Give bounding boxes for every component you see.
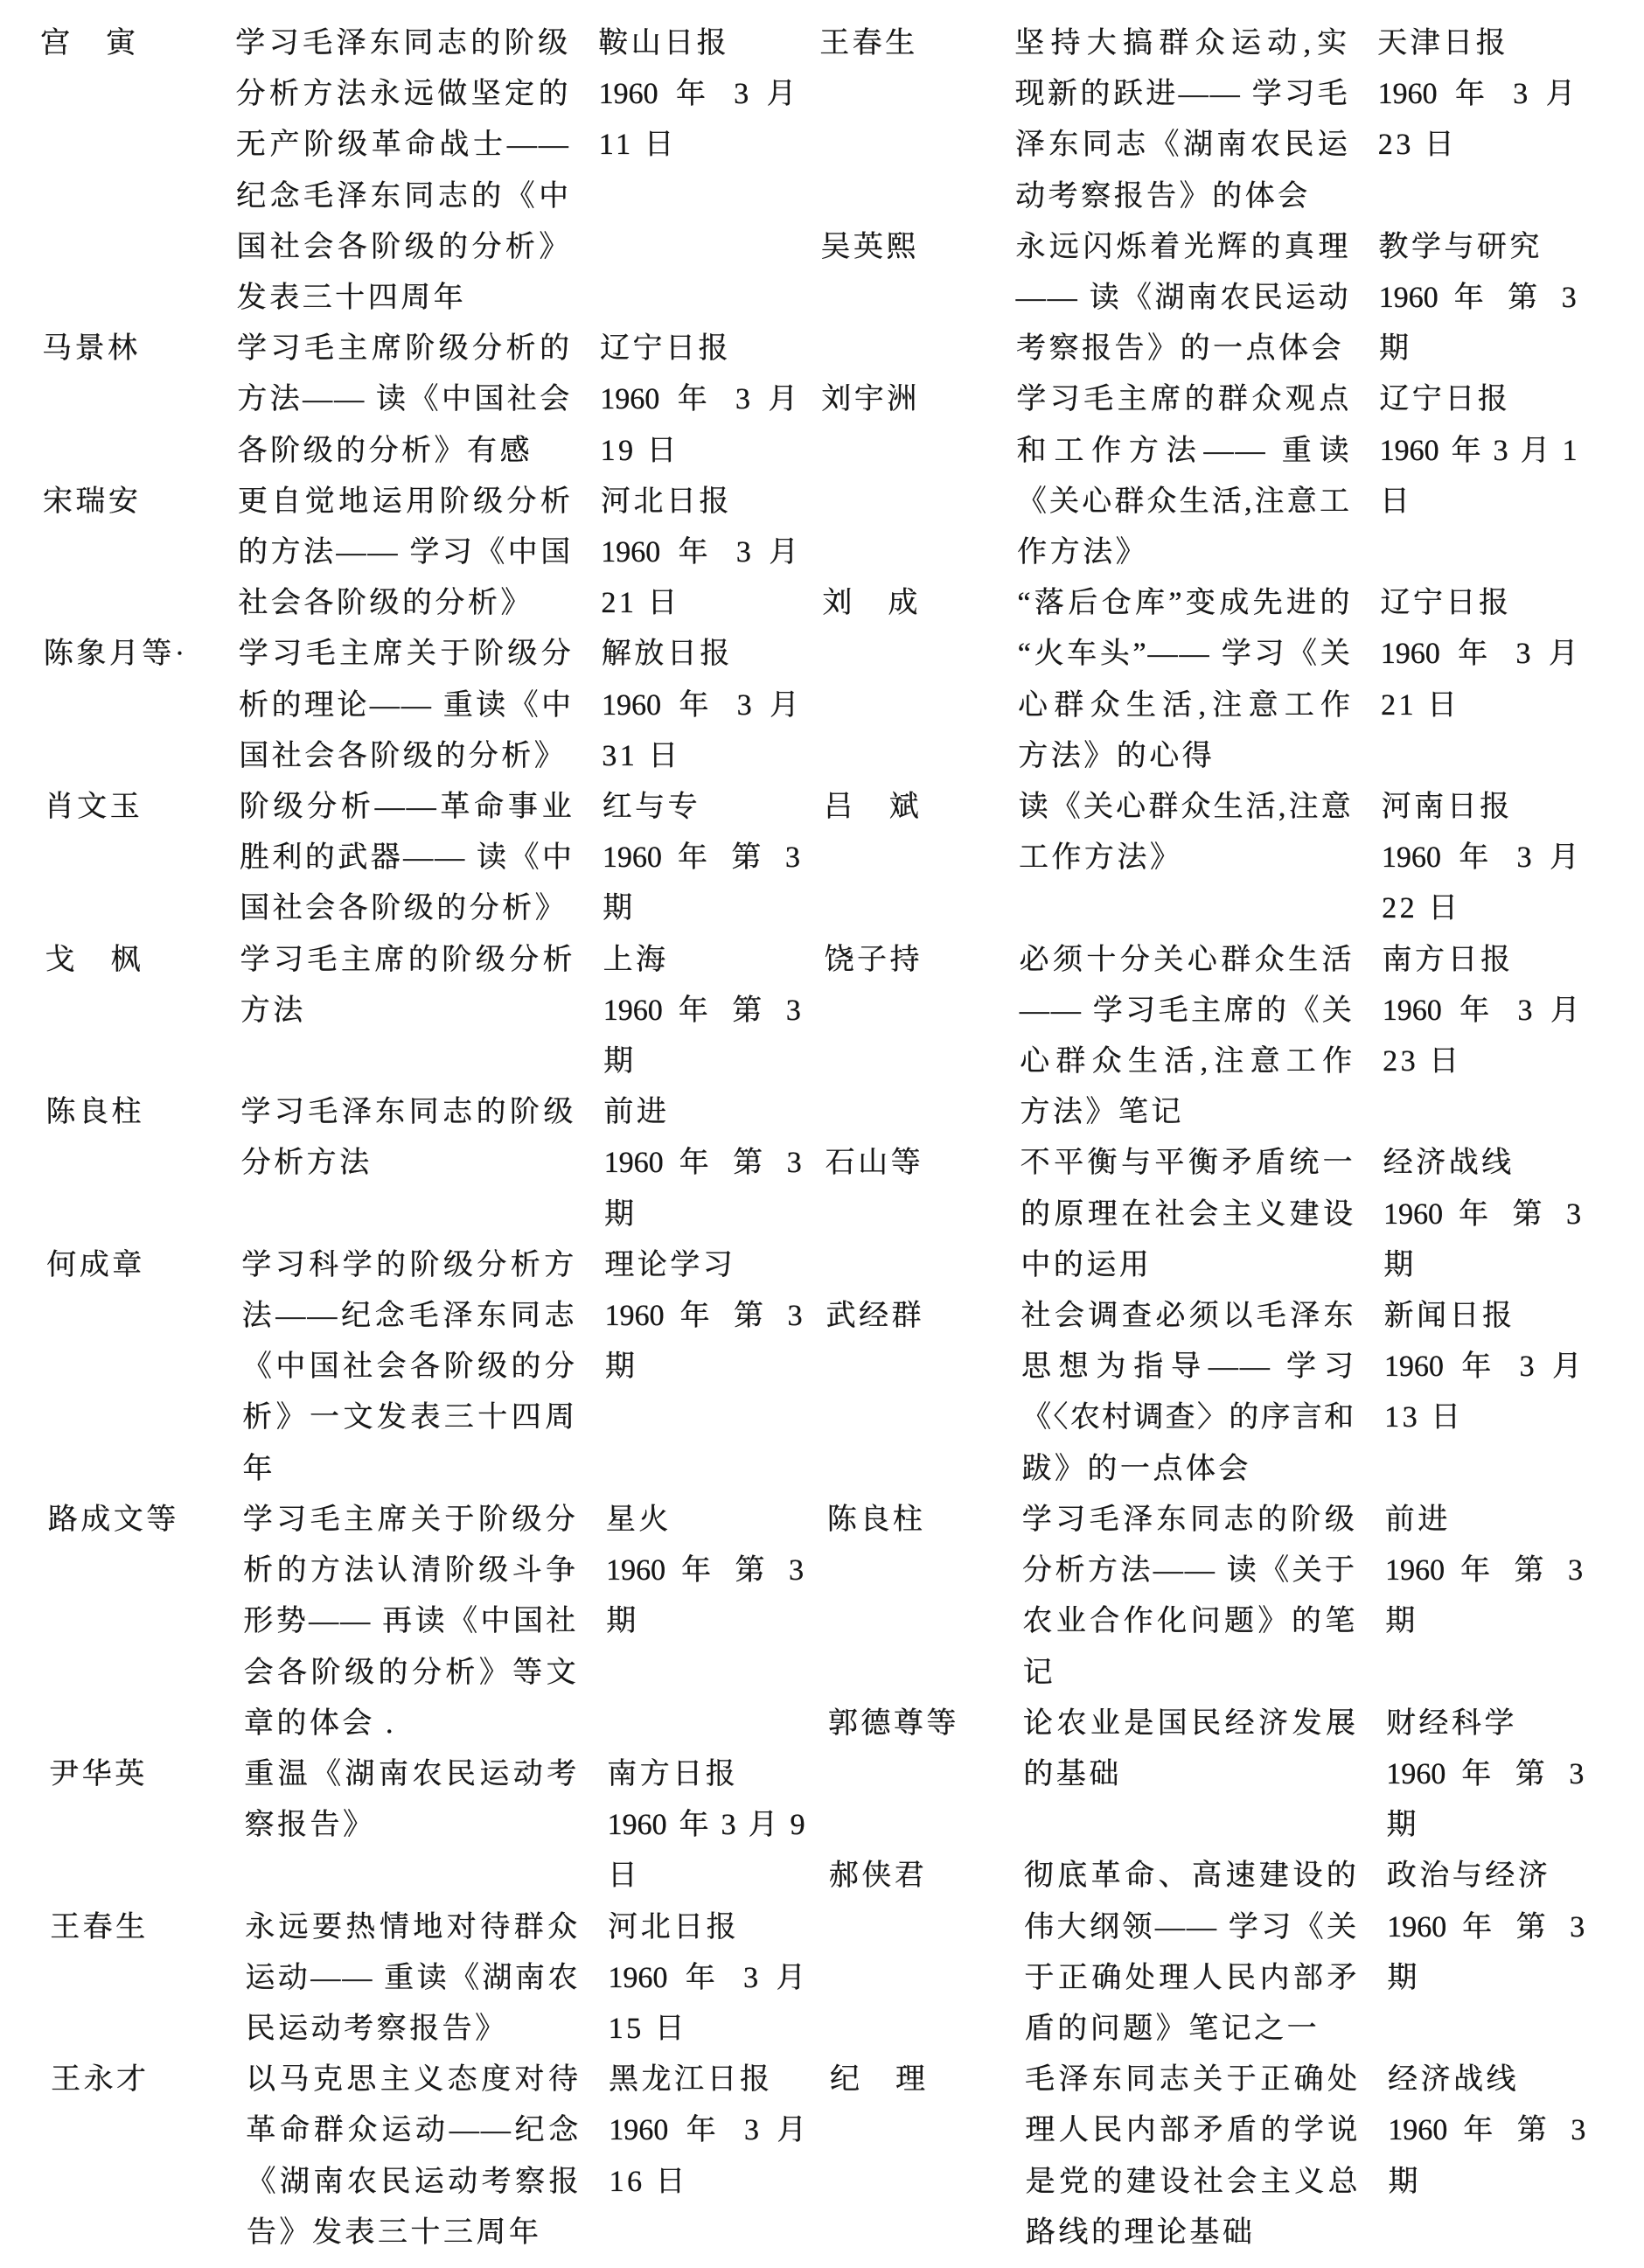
title-line: 农业合作化问题》的笔 — [1022, 1605, 1357, 1638]
author-name: 宋瑞安 — [42, 485, 142, 518]
publication-name: 黑龙江日报 — [608, 2063, 773, 2097]
title-line: 永远要热情地对待群众 — [245, 1910, 580, 1944]
title-line: 现新的跃进—— 学习毛 — [1014, 78, 1349, 111]
publication-source — [1377, 18, 1576, 171]
bibliography-entry — [820, 222, 1577, 375]
title-line: 方法 — [240, 994, 306, 1027]
publication-date-line: 1960 年 3 月 — [1380, 638, 1578, 671]
author-name: 王永才 — [50, 2063, 150, 2097]
title-line: 《〈农村调查〉的序言和 — [1021, 1401, 1356, 1434]
publication-date-line: 期 — [1383, 1248, 1417, 1281]
article-title — [246, 2055, 581, 2258]
title-line: 学习毛主席的群众观点 — [1016, 383, 1351, 416]
publication-date-line: 21 日 — [1380, 688, 1460, 722]
publication-source — [1382, 782, 1580, 935]
publication-date-line: 1960 年 3 月 — [598, 78, 797, 111]
title-line: 学习毛泽东同志的阶级 — [235, 27, 570, 59]
publication-date-line: 1960 年 3 月 — [1383, 1350, 1583, 1384]
publication-name: 辽宁日报 — [1380, 587, 1512, 620]
title-line: 运动—— 重读《湖南农 — [245, 1961, 580, 1994]
publication-date-line: 期 — [1388, 2165, 1422, 2198]
title-line: 方法》的心得 — [1018, 739, 1216, 772]
publication-date-line: 23 日 — [1383, 1045, 1462, 1078]
article-title — [1016, 374, 1351, 578]
article-title — [1022, 1495, 1357, 1699]
title-line: 坚持大搞群众运动,实 — [1014, 27, 1349, 59]
title-line: 论农业是国民经济发展 — [1022, 1706, 1358, 1740]
title-line: 路线的理论基础 — [1025, 2216, 1256, 2249]
publication-date-line: 1960年3月9 — [607, 1809, 805, 1842]
publication-name: 红与专 — [602, 791, 701, 824]
publication-date-line: 1960年3月1 — [1379, 434, 1578, 467]
title-line: 析》一文发表三十四周 — [242, 1401, 577, 1434]
title-line: 作方法》 — [1017, 536, 1149, 569]
bibliography-entry — [42, 324, 798, 477]
title-line: 革命群众运动——纪念 — [246, 2114, 581, 2147]
author-name: 陈象月等· — [43, 638, 188, 671]
publication-date-line: 22 日 — [1382, 892, 1461, 925]
publication-source — [1382, 935, 1580, 1088]
title-line: 不平衡与平衡矛盾统一 — [1020, 1147, 1355, 1180]
title-line: 泽东同志《湖南农民运 — [1014, 129, 1349, 162]
bibliography-entry — [45, 782, 801, 935]
publication-date-line: 1960 年 第 3 — [1386, 1757, 1585, 1790]
article-title — [237, 324, 572, 477]
publication-name: 教学与研究 — [1378, 230, 1543, 263]
title-line: 的方法—— 学习《中国 — [238, 536, 573, 569]
publication-source — [609, 2055, 807, 2208]
title-line: 社会调查必须以毛泽东 — [1021, 1300, 1355, 1333]
publication-date-line: 日 — [1379, 485, 1413, 518]
publication-name: 南方日报 — [1382, 943, 1514, 976]
title-line: “落后仓库”变成先进的 — [1017, 587, 1352, 620]
publication-name: 新闻日报 — [1383, 1300, 1515, 1333]
title-line: —— 读《湖南农民运动 — [1015, 282, 1350, 315]
title-line: 胜利的武器—— 读《中 — [239, 841, 575, 875]
article-title — [1021, 1138, 1355, 1291]
publication-date-line: 1960 年 3 月 — [1382, 994, 1580, 1027]
publication-date-line: 19 日 — [600, 434, 680, 467]
bibliography-entry — [48, 1495, 805, 1749]
publication-name: 经济战线 — [1383, 1147, 1515, 1180]
publication-name: 鞍山日报 — [598, 27, 730, 59]
author-name: 陈良柱 — [45, 1096, 145, 1129]
article-title — [1025, 2055, 1360, 2258]
title-line: 学习毛主席关于阶级分 — [238, 638, 573, 671]
publication-name: 辽宁日报 — [599, 332, 732, 366]
publication-name: 星火 — [605, 1503, 672, 1536]
author-name: 武经群 — [825, 1300, 925, 1333]
publication-name: 河北日报 — [600, 485, 732, 518]
author-name: 纪 理 — [829, 2063, 929, 2097]
publication-source — [601, 477, 799, 630]
publication-date-line: 1960 年 3 月 — [1381, 841, 1580, 875]
left-column — [40, 18, 807, 2258]
bibliography-entry — [40, 18, 798, 324]
title-line: 工作方法》 — [1018, 841, 1183, 875]
publication-date-line: 1960 年 第 3 — [1378, 282, 1577, 315]
bibliography-entry — [825, 1291, 1582, 1495]
publication-source — [603, 782, 801, 935]
title-line: —— 学习毛主席的《关 — [1019, 994, 1354, 1027]
publication-date-line: 1960 年 第 3 — [603, 1147, 802, 1180]
article-title — [1024, 1851, 1359, 2055]
article-title — [1017, 578, 1352, 782]
article-title — [238, 477, 573, 630]
author-name: 马景林 — [41, 332, 141, 366]
bibliography-entry — [825, 1138, 1582, 1291]
publication-source — [600, 324, 798, 477]
title-line: 分析方法—— 读《关于 — [1021, 1554, 1357, 1588]
publication-source — [602, 629, 800, 782]
article-title — [240, 1087, 575, 1189]
title-line: 告》发表三十三周年 — [246, 2216, 542, 2249]
title-line: 记 — [1022, 1656, 1056, 1689]
bibliography-entry — [50, 1902, 806, 2055]
publication-date-line: 31 日 — [602, 739, 681, 772]
author-name: 肖文玉 — [44, 791, 143, 824]
article-title — [239, 629, 574, 782]
bibliography-entry — [824, 782, 1580, 935]
publication-name: 河北日报 — [608, 1910, 740, 1944]
title-line: 纪念毛泽东同志的《中 — [236, 179, 571, 213]
publication-source — [1383, 1291, 1582, 1444]
title-line: 读《关心群众生活,注意 — [1018, 791, 1353, 824]
publication-name: 财经科学 — [1385, 1706, 1518, 1740]
bibliography-entry — [830, 2055, 1586, 2258]
article-title — [1015, 222, 1350, 375]
publication-source — [1383, 1138, 1582, 1291]
publication-date-line: 日 — [607, 1860, 641, 1893]
publication-name: 前进 — [603, 1096, 670, 1129]
article-title — [240, 935, 575, 1036]
author-name: 吴英熙 — [820, 230, 920, 263]
publication-name: 经济战线 — [1387, 2063, 1520, 2097]
publication-date-line: 1960 年 第 3 — [1384, 1554, 1584, 1588]
publication-date-line: 23 日 — [1377, 129, 1458, 162]
publication-date-line: 1960 年 3 月 — [600, 383, 798, 416]
article-title — [1019, 935, 1354, 1139]
publication-date-line: 期 — [1385, 1605, 1418, 1638]
bibliography-entry — [827, 1495, 1584, 1699]
title-line: 是党的建设社会主义总 — [1025, 2165, 1360, 2198]
title-line: 心群众生活,注意工作 — [1017, 688, 1353, 722]
publication-source — [1387, 1851, 1585, 2004]
title-line: 动考察报告》的体会 — [1015, 179, 1311, 213]
publication-name: 天津日报 — [1377, 27, 1509, 59]
title-line: 理人民内部矛盾的学说 — [1025, 2114, 1360, 2147]
publication-source — [1378, 222, 1577, 375]
publication-date-line: 1960 年 第 3 — [1383, 1197, 1582, 1231]
publication-date-line: 期 — [1387, 1961, 1421, 1994]
title-line: 跋》的一点体会 — [1021, 1452, 1252, 1485]
title-line: 会各阶级的分析》等文 — [243, 1656, 578, 1689]
article-title — [241, 1240, 576, 1495]
title-line: 各阶级的分析》有感 — [237, 434, 533, 467]
title-line: 析的方法认清阶级斗争 — [242, 1554, 578, 1588]
title-line: 毛泽东同志关于正确处 — [1024, 2063, 1360, 2097]
publication-date-line: 1960 年 3 月 — [608, 1961, 806, 1994]
publication-source — [604, 1240, 803, 1393]
author-name: 吕 斌 — [823, 791, 923, 824]
title-line: 思想为指导—— 学习 — [1021, 1350, 1356, 1384]
title-line: 学习毛泽东同志的阶级 — [240, 1096, 575, 1129]
title-line: 国社会各阶级的分析》 — [240, 892, 568, 925]
publication-source — [606, 1495, 805, 1648]
publication-date-line: 16 日 — [609, 2165, 689, 2198]
title-line: 于正确处理人民内部矛 — [1024, 1961, 1359, 1994]
author-name: 王春生 — [819, 27, 918, 59]
article-title — [1023, 1699, 1358, 1800]
article-title — [245, 1902, 580, 2055]
bibliography-entry — [49, 1749, 805, 1902]
bibliography-entry — [824, 935, 1580, 1139]
title-line: 社会各阶级的分析》 — [238, 587, 534, 620]
title-line: 重温《湖南农民运动考 — [244, 1757, 579, 1790]
title-line: 心群众生活,注意工作 — [1020, 1045, 1355, 1078]
article-title — [1019, 782, 1354, 883]
title-line: 阶级分析——革命事业 — [239, 791, 574, 824]
publication-name: 上海 — [603, 943, 669, 976]
title-line: 中的运用 — [1021, 1248, 1153, 1281]
article-title — [240, 782, 575, 935]
publication-source — [1385, 1495, 1584, 1648]
title-line: 考察报告》的一点体会 — [1015, 332, 1345, 366]
publication-name: 辽宁日报 — [1379, 383, 1511, 416]
publication-name: 河南日报 — [1381, 791, 1513, 824]
author-name: 刘 成 — [822, 587, 922, 620]
title-line: 和工作方法—— 重读 — [1016, 434, 1351, 467]
bibliography-entry — [44, 629, 800, 782]
title-line: 察报告》 — [244, 1809, 376, 1842]
publication-name: 南方日报 — [607, 1757, 739, 1790]
publication-source — [603, 1087, 802, 1240]
title-line: 学习毛泽东同志的阶级 — [1021, 1503, 1356, 1536]
author-name: 石山等 — [825, 1147, 924, 1180]
title-line: 分析方法 — [240, 1147, 373, 1180]
publication-name: 政治与经济 — [1386, 1860, 1551, 1893]
title-line: 析的理论—— 重读《中 — [238, 688, 574, 722]
author-name: 宫 寅 — [40, 27, 139, 59]
title-line: 盾的问题》笔记之一 — [1024, 2012, 1320, 2045]
publication-name: 解放日报 — [601, 638, 733, 671]
publication-source — [598, 18, 797, 171]
publication-source — [1380, 578, 1578, 731]
title-line: 国社会各阶级的分析》 — [239, 739, 568, 772]
title-line: 的基础 — [1023, 1757, 1122, 1790]
publication-source — [1386, 1699, 1585, 1852]
publication-date-line: 15 日 — [608, 2012, 688, 2045]
bibliography-entry — [45, 935, 801, 1088]
publication-source — [1388, 2055, 1586, 2208]
publication-date-line: 1960 年 3 月 — [1377, 78, 1576, 111]
publication-date-line: 期 — [606, 1605, 639, 1638]
title-line: 法——纪念毛泽东同志 — [241, 1300, 576, 1333]
publication-date-line: 11 日 — [598, 129, 678, 162]
publication-date-line: 1960 年 3 月 — [601, 536, 799, 569]
title-line: 学习毛主席关于阶级分 — [242, 1503, 577, 1536]
article-title — [1021, 1291, 1355, 1495]
title-line: 彻底革命、高速建设的 — [1023, 1860, 1358, 1893]
title-line: 发表三十四周年 — [236, 282, 467, 315]
title-line: 更自觉地运用阶级分析 — [237, 485, 572, 518]
title-line: 的原理在社会主义建设 — [1020, 1197, 1355, 1231]
author-name: 郝侠君 — [828, 1860, 928, 1893]
publication-date-line: 期 — [1386, 1809, 1420, 1842]
publication-date-line: 1960 年 第 3 — [605, 1554, 805, 1588]
article-title — [243, 1495, 578, 1749]
title-line: 学习科学的阶级分析方 — [241, 1248, 576, 1281]
author-name: 刘宇洲 — [821, 383, 920, 416]
publication-date-line: 1960 年 第 3 — [1388, 2114, 1586, 2147]
publication-source — [603, 935, 801, 1088]
publication-date-line: 1960 年 第 3 — [603, 994, 801, 1027]
title-line: 无产阶级革命战士—— — [235, 129, 570, 162]
article-title — [1014, 18, 1349, 222]
bibliography-entry — [822, 578, 1578, 782]
publication-date-line: 期 — [604, 1350, 638, 1384]
bibliography-entry — [821, 374, 1578, 578]
bibliography-entry — [45, 1087, 802, 1240]
publication-source — [1379, 374, 1578, 527]
bibliography-entry — [51, 2055, 807, 2258]
publication-source — [607, 1749, 805, 1902]
publication-date-line: 1960 年 第 3 — [1387, 1910, 1585, 1944]
article-title — [235, 18, 571, 324]
author-name: 何成章 — [46, 1248, 145, 1281]
right-column — [819, 18, 1586, 2258]
author-name: 戈 枫 — [45, 943, 144, 976]
publication-date-line: 1960 年 3 月 — [601, 688, 800, 722]
publication-date-line: 期 — [603, 1045, 637, 1078]
title-line: 国社会各阶级的分析》 — [236, 230, 571, 263]
title-line: 方法—— 读《中国社会 — [237, 383, 572, 416]
author-name: 陈良柱 — [826, 1503, 926, 1536]
title-line: 学习毛主席阶级分析的 — [236, 332, 572, 366]
author-name: 王春生 — [50, 1910, 149, 1944]
title-line: 章的体会 . — [243, 1706, 397, 1740]
author-name: 尹华英 — [49, 1757, 148, 1790]
title-line: 《中国社会各阶级的分 — [241, 1350, 577, 1384]
title-line: 学习毛主席的阶级分析 — [240, 943, 575, 976]
title-line: 伟大纲领—— 学习《关 — [1024, 1910, 1359, 1944]
title-line: 民运动考察报告》 — [245, 2012, 508, 2045]
author-name: 路成文等 — [47, 1503, 179, 1536]
title-line: 以马克思主义态度对待 — [245, 2063, 581, 2097]
publication-date-line: 期 — [603, 1197, 637, 1231]
title-line: 必须十分关心群众生活 — [1019, 943, 1354, 976]
title-line: 永远闪烁着光辉的真理 — [1015, 230, 1350, 263]
publication-date-line: 1960 年 3 月 — [609, 2114, 807, 2147]
publication-date-line: 1960 年 第 3 — [602, 841, 801, 875]
title-line: “火车头”—— 学习《关 — [1017, 638, 1352, 671]
author-name: 郭德尊等 — [827, 1706, 960, 1740]
publication-date-line: 21 日 — [601, 587, 681, 620]
publication-name: 理论学习 — [604, 1248, 736, 1281]
title-line: 形势—— 再读《中国社 — [243, 1605, 578, 1638]
bibliography-entry — [46, 1240, 803, 1495]
title-line: 年 — [242, 1452, 276, 1485]
article-title — [244, 1749, 579, 1851]
bibliography-entry — [829, 1851, 1585, 2055]
bibliography-entry — [828, 1699, 1585, 1852]
publication-date-line: 期 — [603, 892, 636, 925]
publication-date-line: 期 — [1378, 332, 1412, 366]
title-line: 《湖南农民运动考察报 — [246, 2165, 581, 2198]
bibliography-entry — [43, 477, 799, 630]
author-name: 饶子持 — [824, 943, 923, 976]
title-line: 《关心群众生活,注意工 — [1016, 485, 1351, 518]
publication-date-line: 13 日 — [1384, 1401, 1464, 1434]
publication-name: 前进 — [1384, 1503, 1451, 1536]
title-line: 方法》笔记 — [1020, 1096, 1185, 1129]
publication-date-line: 1960 年 第 3 — [604, 1300, 803, 1333]
publication-source — [608, 1902, 806, 2055]
bibliography-entry — [819, 18, 1576, 222]
title-line: 分析方法永远做坚定的 — [235, 78, 570, 111]
